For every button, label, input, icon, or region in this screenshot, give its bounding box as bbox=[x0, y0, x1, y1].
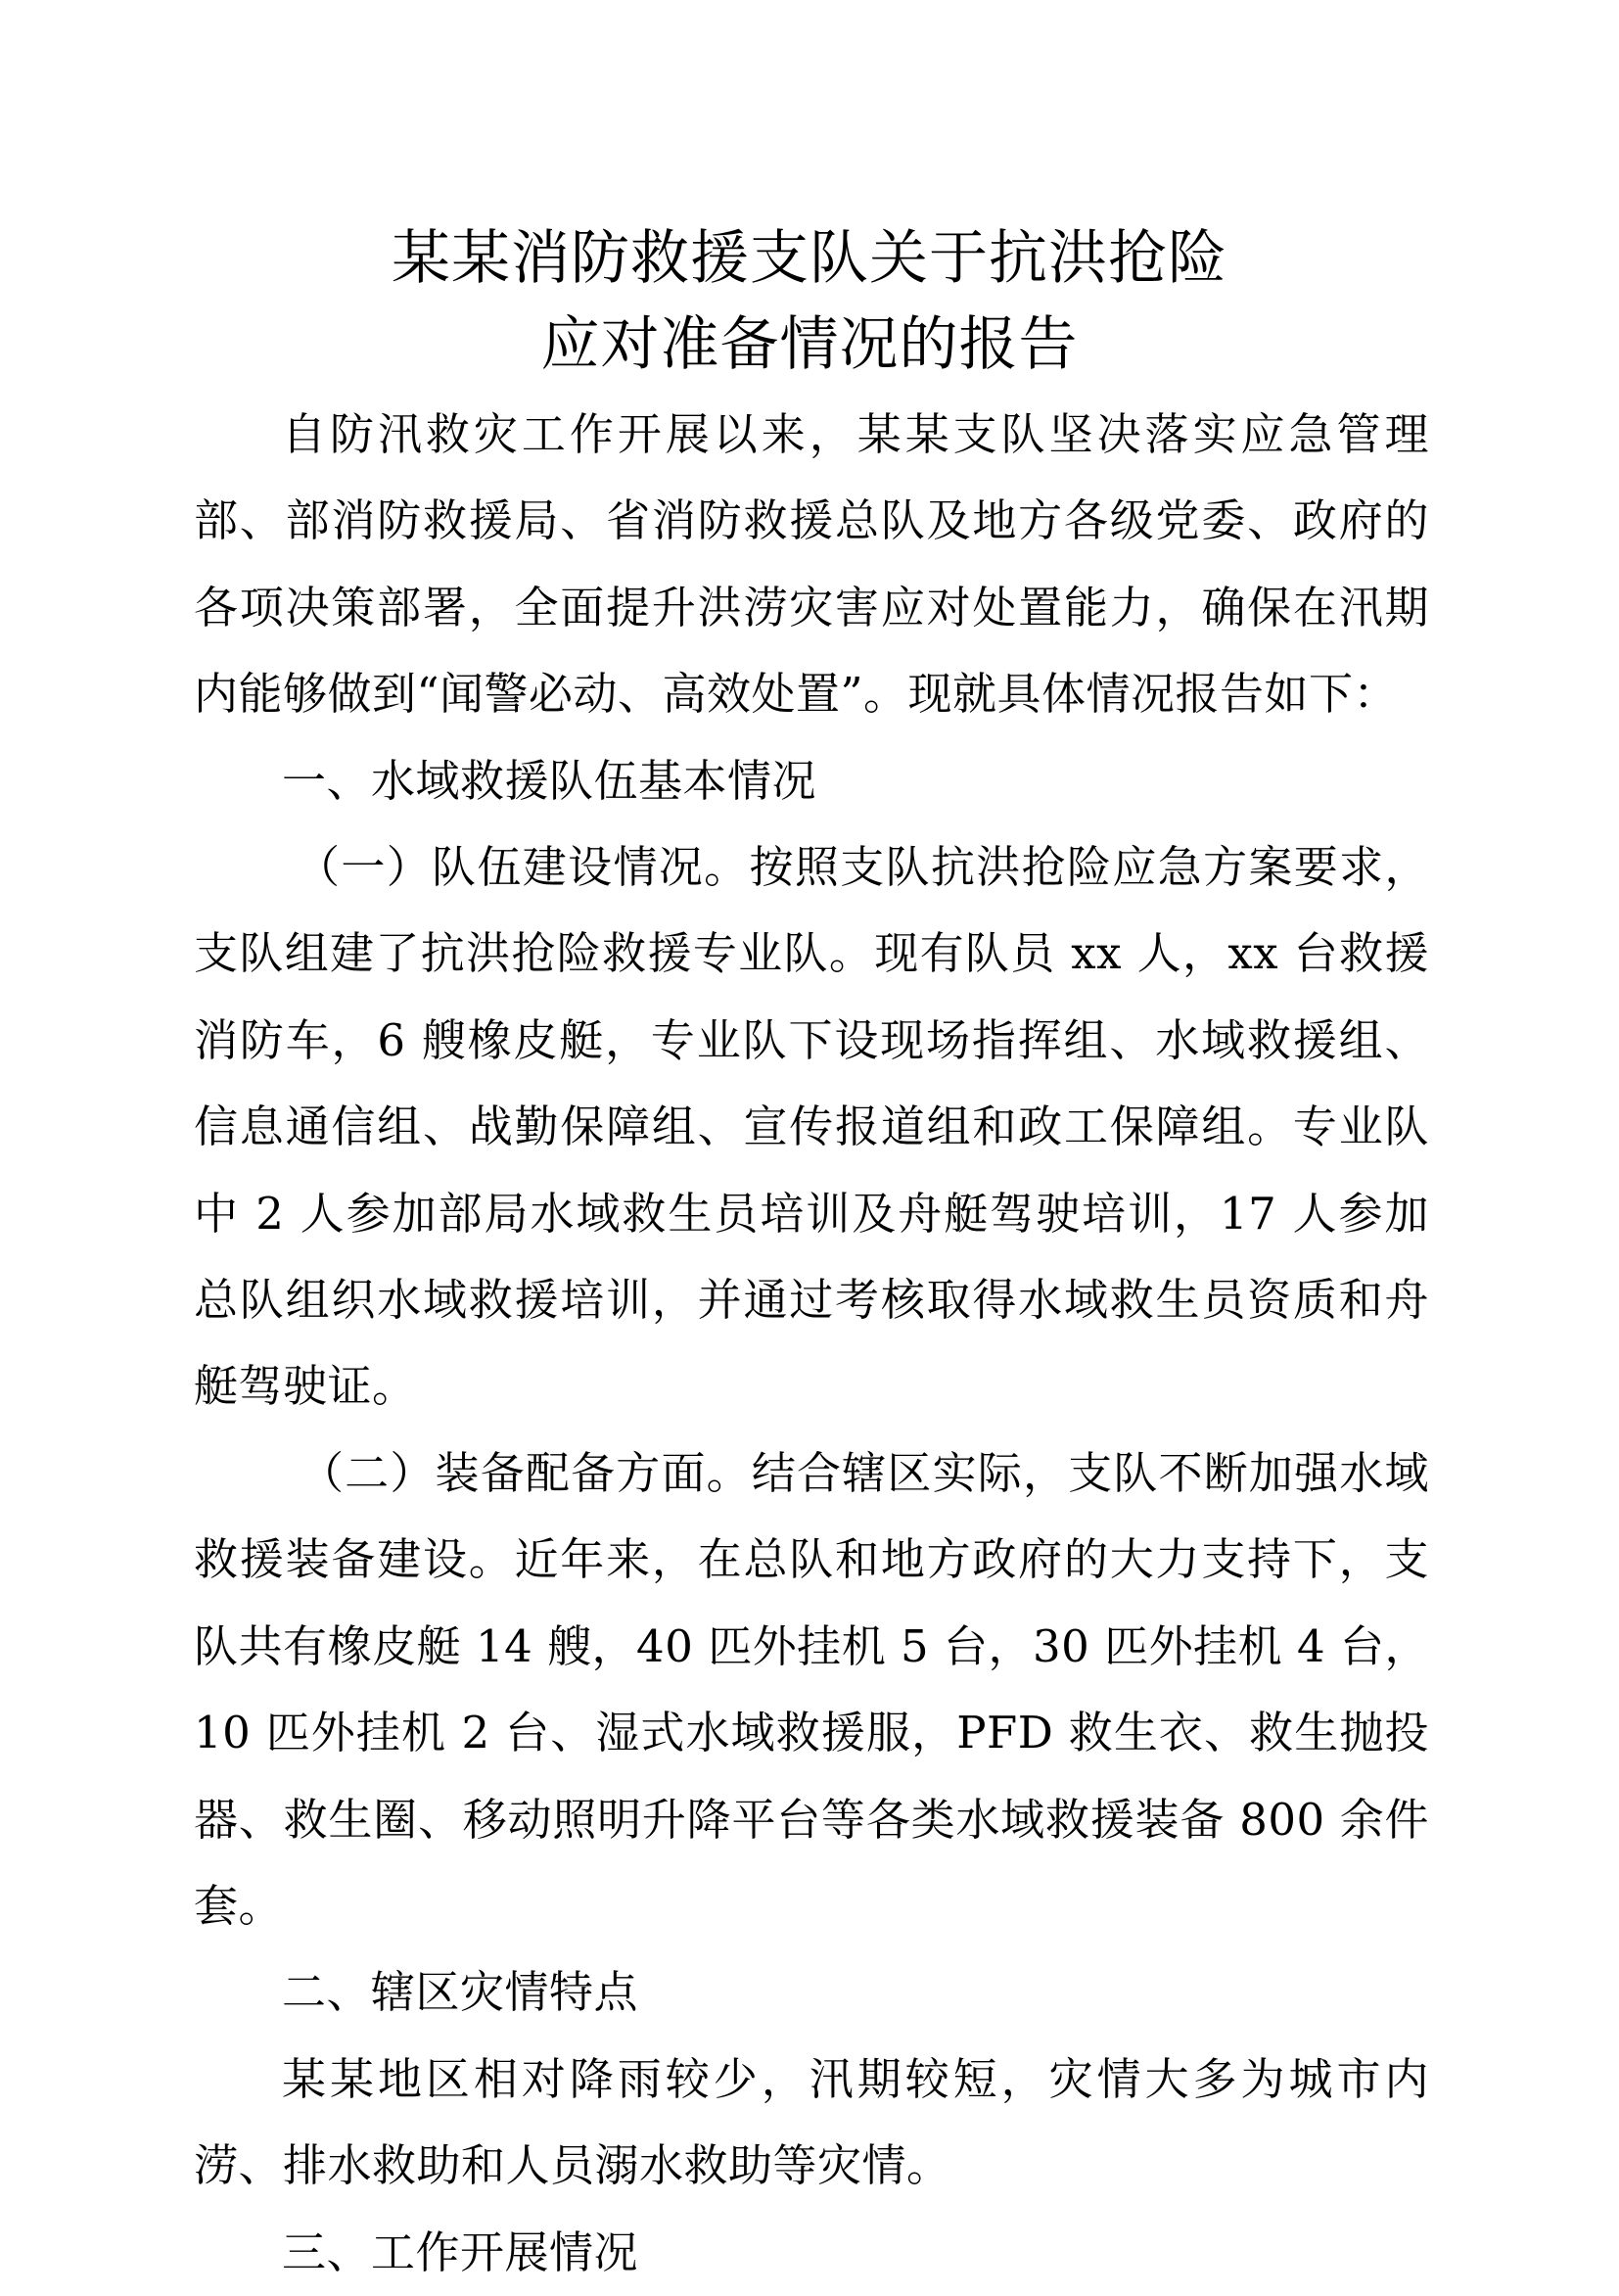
section1-paragraph2: （二）装备配备方面。结合辖区实际，支队不断加强水域救援装备建设。近年来，在总队和地方政府的大力支持下，支队共有橡皮艇 14 艘，40 匹外挂机 5 台，30 匹外挂机 4 台，10 匹外挂机 2 台、湿式水域救援服，PFD 救生衣、救生抛投器、救生圈、移动照明升降平台等各类水域救援装备 800 余件套。 bbox=[194, 1446, 1429, 1932]
section2-paragraph1: 某某地区相对降雨较少，汛期较短，灾情大多为城市内涝、排水救助和人员溺水救助等灾情。 bbox=[194, 2052, 1429, 2192]
document-title-line1: 某某消防救援支队关于抗洪抢险 bbox=[392, 224, 1227, 293]
document-body bbox=[194, 392, 1429, 2296]
document-title-line2: 应对准备情况的报告 bbox=[540, 310, 1079, 379]
intro-paragraph: 自防汛救灾工作开展以来，某某支队坚决落实应急管理部、部消防救援局、省消防救援总队及地方各级党委、政府的各项决策部署，全面提升洪涝灾害应对处置能力，确保在汛期内能够做到“闻警必动、高效处置”。现就具体情况报告如下： bbox=[194, 408, 1429, 721]
section3-heading: 三、工作开展情况 bbox=[282, 2226, 639, 2278]
section2-heading: 二、辖区灾情特点 bbox=[282, 1966, 639, 2019]
section1-paragraph1: （一）队伍建设情况。按照支队抗洪抢险应急方案要求，支队组建了抗洪抢险救援专业队。现有队员 xx 人，xx 台救援消防车，6 艘橡皮艇，专业队下设现场指挥组、水域救援组、信息通信组、战勤保障组、宣传报道组和政工保障组。专业队中 2 人参加部局水域救生员培训及舟艇驾驶培训，17 人参加总队组织水域救援培训，并通过考核取得水域救生员资质和舟艇驾驶证。 bbox=[194, 841, 1429, 1413]
section1-heading: 一、水域救援队伍基本情况 bbox=[282, 754, 817, 807]
